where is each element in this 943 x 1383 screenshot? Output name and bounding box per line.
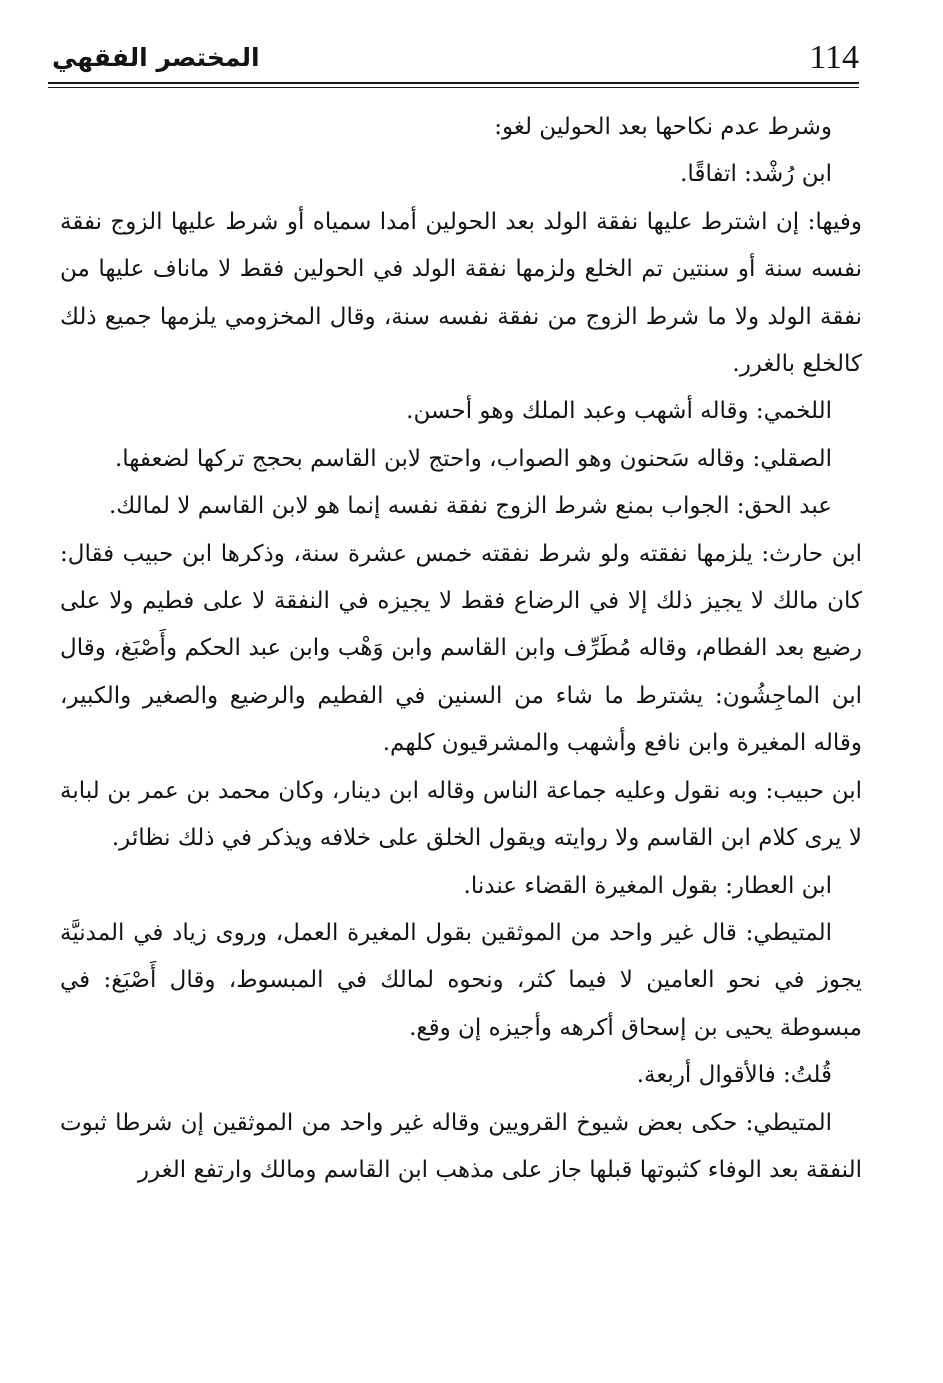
book-title: المختصر الفقهي [52,43,260,72]
page-body [60,104,862,1194]
page-header [48,30,859,80]
paragraph: ابن حبيب: وبه نقول وعليه جماعة الناس وقاله ابن دينار، وكان محمد بن عمر بن لبابة لا يرى كلام ابن القاسم ولا روايته ويقول الخلق على خلافه ويذكر في ذلك نظائر. [60,777,862,852]
paragraph: ابن حارث: يلزمها نفقته ولو شرط نفقته خمس عشرة سنة، وذكرها ابن حبيب فقال: كان مالك لا يجيز ذلك إلا في الرضاع فقط لا يجيزه في النفقة لا على فطيم ولا على رضيع بعد الفطام، وقاله مُطَرِّف وابن القاسم وابن وَهْب وابن عبد الحكم وأَصْبَغ، وقال ابن الماجِشُون: يشترط ما شاء من السنين في الفطيم والرضيع والصغير والكبير، وقاله المغيرة وابن نافع وأشهب والمشرقيون كلهم. [60,540,862,757]
paragraph: المتيطي: حكى بعض شيوخ القرويين وقاله غير واحد من الموثقين إن شرطا ثبوت النفقة بعد الوفاء كثبوتها قبلها جاز على مذهب ابن القاسم ومالك وارتفع الغرر [60,1109,862,1183]
paragraph: وشرط عدم نكاحها بعد الحولين لغو: [494,114,832,140]
paragraph: المتيطي: قال غير واحد من الموثقين بقول المغيرة العمل، وروى زياد في المدنيَّة يجوز في نحو العامين لا فيما كثر، ونحوه لمالك في المبسوط، وقال أَصْبَغ: في مبسوطة يحيى بن إسحاق أكرهه وأجيزه إن وقع. [60,919,862,1041]
paragraph: عبد الحق: الجواب بمنع شرط الزوج نفقة نفسه إنما هو لابن القاسم لا لمالك. [108,493,832,520]
paragraph: وفيها: إن اشترط عليها نفقة الولد بعد الحولين أمدا سمياه أو شرط عليها الزوج نفقة نفسه سنة أو سنتين تم الخلع ولزمها نفقة الولد في الحولين فقط لا ماناف عليها من نفقة الولد ولا ما شرط الزوج من نفقة نفسه سنة، وقال المخزومي يلزمها جميع ذلك كالخلع بالغرر. [60,208,862,378]
header-rule-thick [48,82,859,84]
paragraph: ابن العطار: بقول المغيرة القضاء عندنا. [463,872,832,899]
paragraph: ابن رُشْد: اتفاقًا. [680,161,832,188]
header-rule-thin [48,87,859,88]
paragraph: قُلتُ: فالأقوال أربعة. [636,1062,832,1089]
paragraph: الصقلي: وقاله سَحنون وهو الصواب، واحتج لابن القاسم بحجج تركها لضعفها. [114,445,832,472]
paragraph: اللخمي: وقاله أشهب وعبد الملك وهو أحسن. [406,398,832,425]
page-number: 114 [809,39,859,76]
